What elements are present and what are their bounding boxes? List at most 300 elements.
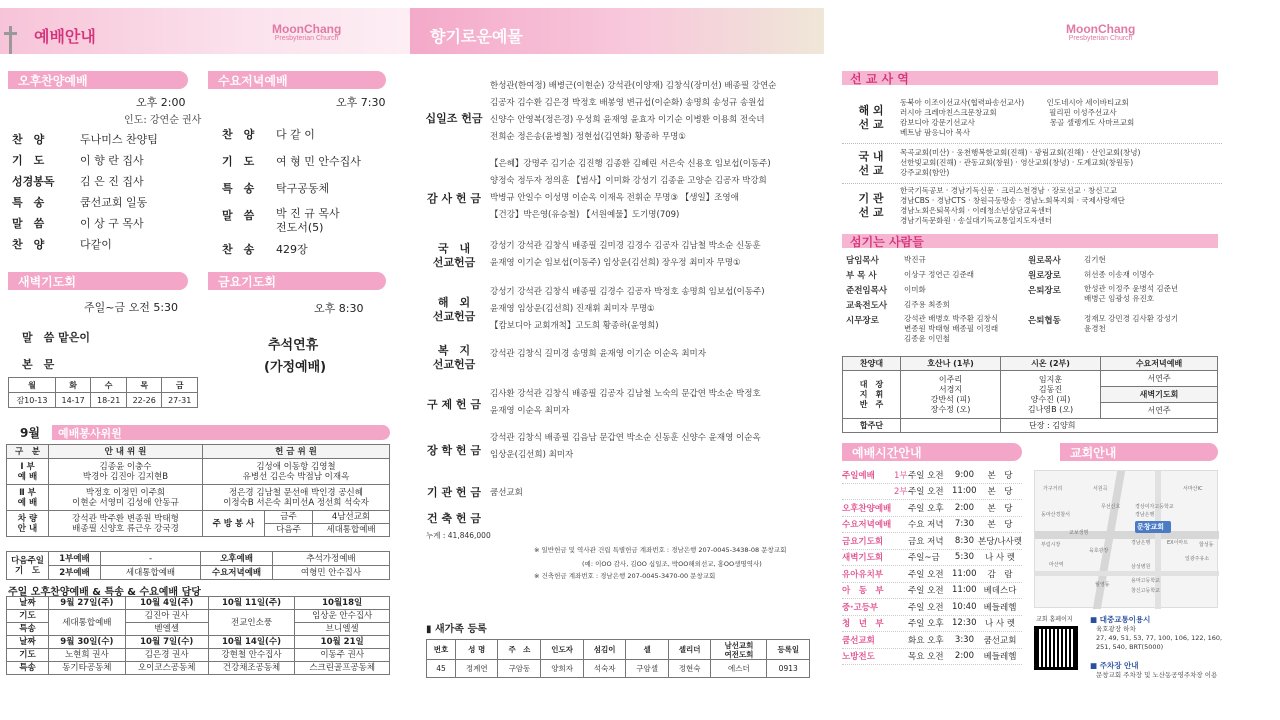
offering-text: 김사환 강석관 김창식 배종필 김공자 김남철 노숙의 문갑연 박소순 박정호 윤재영 이순옥 최미자 [490,389,761,416]
newfam-head: 인도자 [541,640,584,660]
mission-label: 국 내 선 교 [858,150,884,177]
choir-cell: 임지훈 김동진 양수진 (피) 김나영B (오) [1001,371,1101,419]
sched-head: 10월 7일(수) [125,636,208,649]
parking-text: 문창교회 주차장 및 노산동공영주차장 이용 [1096,671,1218,679]
times-cell: 11:00 [952,486,977,497]
account-note-1b: (예: 이OO 감사, 김OO 십일조, 박OO해외선교, 홍OO생명역사) [582,560,762,568]
times-row [842,484,1022,501]
times-cell: 본당/나사렛 [978,536,1022,547]
map-label: 가구거리 [1043,486,1063,492]
newfam-cell: 구암동 [498,660,541,678]
choir-head: 수요저녁예배 [1101,357,1218,371]
choir-cell: 합주단 [843,419,901,433]
map-label: 육호광장 [1089,548,1109,554]
map-label: 일광주유소 [1185,556,1210,562]
times-cell: 3:30 [954,634,974,645]
afternoon-title: 오후찬양예배 [18,74,88,88]
newfam-cell: 양희자 [541,660,584,678]
cross-icon [4,26,16,54]
staff-title: 섬기는 사람들 [850,235,924,249]
account-note-1: ※ 일반헌금 및 역사관 건립 특별헌금 계좌번호 : 경남은행 207-0045-3438-08 문창교회 [534,546,787,554]
times-cell: 감 람 [987,569,1013,580]
left-header-title: 예배안내 [34,27,96,46]
choir-table [842,356,1218,433]
times-cell: 베들레헴 [983,602,1017,613]
committee-cell: 정은경 김남철 문선애 박인경 공신혜 이정숙B 서은숙 최미선A 정선희 석숙자 [203,485,390,511]
committee-band [52,425,390,440]
build-total: 누계 : 41,846,000 [426,531,491,540]
staff-role: 은퇴장로 [1028,286,1061,296]
committee-head: 헌 금 위 원 [203,445,390,459]
map-label: 용마고등학교 [1131,578,1160,584]
times-cell: 1부 [894,470,908,481]
times-cell: 7:30 [954,519,974,530]
next-label: 다음주일 기 도 [7,552,49,580]
committee-table [6,444,390,537]
dawn-day: 목 [126,378,162,393]
times-cell: 본 당 [987,470,1013,481]
newfam-cell: 정현숙 [668,660,711,678]
staff-role: 시무장로 [846,316,879,326]
left-logo [272,24,341,43]
times-cell: 11:00 [952,568,977,579]
newfam-head: 셀리더 [668,640,711,660]
offering-text: 강석관 김창식 길미경 송명희 윤재영 이기순 이순옥 최미자 [490,349,706,359]
map-label: 삼성병원 [1131,564,1151,570]
offering-label: 기 관 헌 금 [427,486,481,499]
map-label: 경남은행 [1131,540,1151,546]
times-cell: 주일 오전 [908,602,944,613]
committee-cell: 차 량 안 내 [7,511,49,537]
afternoon-leader: 인도: 강연순 권사 [124,115,202,126]
mission-label: 기 관 선 교 [858,192,884,219]
times-cell: 주일 오후 [908,503,944,514]
offering-label: 감 사 헌 금 [427,192,481,205]
committee-cell: 다음주 [265,524,313,537]
committee-cell: 금주 [265,511,313,524]
times-cell: 화요 오후 [908,635,944,646]
dawn-time: 주일~금 오전 5:30 [84,301,179,314]
newfam-cell: 에스더 [711,660,767,678]
committee-head: 구 분 [7,445,49,459]
schedule-table [6,596,390,675]
staff-right [1028,254,1218,344]
map-church: 문창교회 [1137,523,1165,531]
sched-cell: 특송 [7,662,49,675]
sched-cell: 강현철 안수집사 [208,649,295,662]
newfam-head: 등록일 [767,640,810,660]
committee-cell: 강석관 박주환 변종원 박태형 배종필 신양호 류근우 강국경 [49,511,203,537]
dawn-text: 14-17 [55,393,91,408]
friday-note1: 추석연휴 [268,338,319,353]
sched-cell: 김진아 권사 [125,610,208,623]
church-band [1060,443,1218,461]
account-note-2: ※ 건축헌금 계좌번호 : 경남은행 207-0045-3470-00 문창교회 [534,572,716,580]
times-row [842,583,1022,600]
offering-list [418,78,818,526]
friday-note2: (가정예배) [264,360,327,375]
sched-head: 날짜 [7,636,49,649]
mission-text: 한국기독공보 · 경남기독신문 · 크리스천경남 · 장로선교 · 창신고교 경남CBS · 경남CTS · 창원극동방송 · 경남노회복지회 · 국제사랑재단 경남노회은퇴목사회 · 이레청소년상담교육센터 경남기독문화원 · 송실대기독교통일지도자센터 [900,186,1125,225]
staff-role: 은퇴협동 [1028,316,1061,326]
map-label: 동마산경찰서 [1041,512,1070,518]
times-cell: 주일 오후 [908,619,944,630]
next-cell: 세대통합예배 [101,566,201,580]
sched-cell: 오이코스공동체 [125,662,208,675]
dawn-text: 18-21 [91,393,127,408]
times-cell: 중·고등부 [842,602,879,613]
sched-head: 날짜 [7,597,49,610]
wed-label: 찬 양 [222,128,255,141]
choir-cell: 새벽기도회 [1101,387,1218,403]
offering-text: 강성기 강석관 김창식 배종필 길미경 김경수 김공자 김남철 박소순 신동훈 윤재영 이기순 임보섭(이동주) 임상운(김선희) 장우정 최미자 무명① [490,241,761,268]
offering-label: 국 내 선교헌금 [432,242,476,269]
choir-head: 시온 (2부) [1001,357,1101,371]
offering-label: 십일조 헌금 [425,112,483,125]
dawn-sermon-label: 말 씀 맡은이 [22,331,90,344]
right-logo [1066,24,1135,43]
dawn-day: 수 [91,378,127,393]
map-label: 부림시장 [1041,542,1061,548]
committee-cell: Ⅱ 부 예 배 [7,485,49,511]
staff-role: 부 목 사 [846,271,877,281]
mission-list [842,96,1222,230]
staff-names: 강석관 배병호 박주환 김창식 변종원 박태형 배종필 이정래 김종윤 이민철 [904,314,999,343]
committee-cell: Ⅰ 부 예 배 [7,459,49,485]
choir-head: 호산나 (1부) [901,357,1001,371]
newfam-cell: 구암셀 [626,660,669,678]
staff-names: 박진규 [904,255,926,264]
times-cell: 쿰선교회 [842,635,875,646]
dawn-day: 금 [162,378,198,393]
aft-label: 찬 양 [12,238,45,251]
times-row [842,467,1022,484]
bus-title: ■ 대중교통이용시 [1090,615,1151,624]
friday-title: 금요기도회 [218,275,276,289]
mission-title: 선 교 사 역 [850,72,909,86]
map-label: 경상여자고등학교 [1135,504,1174,510]
wed-value: 박 진 규 목사 전도서(5) [276,207,340,234]
times-cell: 본 당 [987,503,1013,514]
times-cell: 나 사 렛 [984,553,1016,564]
newfam-head: 셀 [626,640,669,660]
times-cell: 주일~금 [908,553,940,564]
staff-band [842,234,1218,248]
staff-names: 이상구 정연근 김준래 [904,270,974,279]
friday-time: 오후 8:30 [314,302,364,315]
newfam-head: 주 소 [498,640,541,660]
aft-value: 두나미스 찬양팀 [80,133,158,146]
staff-names: 이미화 [904,285,926,294]
committee-cell: 4남선교회 [313,511,390,524]
dawn-text: 27-31 [162,393,198,408]
sched-cell: 이동주 권사 [295,649,390,662]
offering-label: 구 제 헌 금 [427,398,481,411]
times-cell: 금요기도회 [842,536,884,547]
newfam-head: 섬김이 [583,640,626,660]
offering-label: 해 외 선교헌금 [432,296,476,323]
choir-cell [901,419,1001,433]
offering-text: 한성관(한여정) 배병근(이현순) 강석관(이양재) 김창식(장미선) 배종필 강연순 김공자 김수환 김은경 박정호 배봉영 변규섭(이순화) 송명희 송성규 송원섭 신양수 안영복(정은경) 우성희 윤재영 윤효자 이기순 이병환 이용희 전숙녀 전희순 정은송(윤병철) 정현섭(김연화) 황종하 무명① [490,81,777,142]
parking-title-text: 주차장 안내 [1099,661,1139,670]
church-title: 교회안내 [1070,446,1117,460]
times-band [842,443,1022,461]
dawn-band [8,272,188,290]
committee-cell: 주 방 봉 사 [203,511,265,537]
committee-cell: 박정호 이정민 이주희 이현순 서영미 김성애 안동규 [49,485,203,511]
times-cell: 본 당 [987,520,1013,531]
sched-cell: 노현희 권사 [49,649,126,662]
times-cell: 주일 오전 [908,487,944,498]
offering-label: 건 축 헌 금 [427,512,481,525]
aft-value: 이 상 구 목사 [80,217,144,230]
committee-title: 예배봉사위원 [58,427,122,440]
sched-cell: 건강채조공동체 [208,662,295,675]
aft-label: 기 도 [12,154,45,167]
times-cell: 수요저녁예배 [842,520,892,531]
aft-label: 찬 양 [12,133,45,146]
staff-role: 원로목사 [1028,256,1061,266]
dawn-day: 월 [9,378,56,393]
newfam-title: ▮ 새가족 등록 [426,624,487,635]
map-label: 마산역 [1049,562,1064,568]
next-cell: 수요저녁예배 [201,566,273,580]
aft-value: 다같이 [80,238,112,251]
times-cell: 본 당 [987,487,1013,498]
sched-head: 10월 14일(수) [208,636,295,649]
times-cell: 주일 오전 [908,586,944,597]
newfam-title-text: 새가족 등록 [434,624,487,635]
logo-name: MoonChang [1066,22,1136,36]
sched-cell: 기도 [7,649,49,662]
times-cell: 12:30 [952,618,977,629]
times-row [842,533,1022,550]
sched-head: 10월 21일 [295,636,390,649]
staff-names: 정재모 강민경 김사환 강성기 윤경천 [1084,314,1179,333]
times-cell: 금요 저녁 [908,536,944,547]
wed-value: 다 같 이 [276,128,315,141]
wednesday-time: 오후 7:30 [336,96,386,109]
committee-cell: 김종윤 이충수 박경아 김진아 김지현B [49,459,203,485]
newfam-cell: 45 [427,660,456,678]
offering-label: 장 학 헌 금 [427,444,481,457]
wednesday-list [222,126,412,261]
dawn-text-label: 본 문 [22,358,55,371]
map-label: 월영동 [1095,582,1110,588]
times-row [842,566,1022,583]
offering-text: 강석관 김창식 배종필 김음남 문갑연 박소순 신동훈 신양수 윤재영 이순옥 임상운(김선희) 최미자 [490,433,761,460]
times-cell: 쿰선교회 [983,635,1017,646]
next-cell: 추석가정예배 [273,552,390,566]
schedule-title: 주일 오후찬양예배 & 특송 & 수요예배 담당 [8,587,201,598]
wed-value: 429장 [276,243,308,256]
wed-label: 찬 송 [222,243,255,256]
sched-cell: 기도 [7,610,49,623]
choir-head: 찬양대 [843,357,901,371]
wednesday-title: 수요저녁예배 [218,74,288,88]
month-label: 9월 [20,426,40,440]
times-row [842,517,1022,534]
times-cell: 새벽기도회 [842,553,884,564]
times-cell: 2:00 [954,502,974,513]
sched-cell: 전교인소풍 [208,610,295,636]
dawn-text: 잠10-13 [9,393,56,408]
wed-value: 여 형 민 안수집사 [276,155,361,168]
mission-text: 동북아 이조이선교사(협력파송선교사) 인도네시아 세이바티교회 러시아 크레마친스크문창교회 필리핀 이성주선교사 캄보디아 강문기선교사 몽골 셀렝게도 사마르교회 베트남 팜응니아 목사 [900,98,1135,137]
sched-cell: 벧엘셀 [125,623,208,636]
dawn-title: 새벽기도회 [18,275,76,289]
homepage-label: 교회 홈페이지 [1036,616,1073,623]
aft-value: 쿰선교회 일동 [80,196,148,209]
wed-label: 말 씀 [222,209,255,222]
times-cell: 나 사 렛 [984,619,1016,630]
afternoon-band [8,71,188,89]
sched-head: 10월 11일(주) [208,597,295,610]
choir-cell: 단장 : 김양희 [1001,419,1218,433]
times-cell: 아 동 부 [842,586,884,597]
afternoon-list [12,131,202,257]
bus-title-text: 대중교통이용시 [1099,615,1151,624]
sched-cell: 특송 [7,623,49,636]
afternoon-time: 오후 2:00 [136,96,186,109]
times-cell: 주일 오전 [908,569,944,580]
staff-role: 담임목사 [846,256,879,266]
offering-text: 【은혜】강명주 김기순 김진행 김종환 김혜린 서은숙 신용호 임보섭(이동주) 양정숙 정두자 정의훈 【범사】이미화 강성기 김종윤 고양순 김공자 박강희 박병규 안일수 이성명 이순옥 이재옥 전휘순 무명③ 【생일】조영애 【건강】박은영(유승철) 【서원예물】도기명(709) [490,159,771,220]
offering-label: 복 지 선교헌금 [432,344,476,371]
dawn-day: 화 [55,378,91,393]
times-row [842,632,1022,649]
times-cell: 베데스다 [983,586,1017,597]
newfam-cell: 0913 [767,660,810,678]
times-cell: 11:00 [952,585,977,596]
committee-cell: 세대통합예배 [313,524,390,537]
sched-cell: 스크린골프공동체 [295,662,390,675]
choir-cell: 서연주 [1101,371,1218,387]
times-cell: 10:40 [952,601,977,612]
map-label: 무선신호 [1101,504,1121,510]
staff-role: 원로장로 [1028,271,1061,281]
staff-names: 허선종 이송재 이명수 [1084,270,1154,279]
offering-text: 쿰선교회 [490,488,523,498]
next-cell: 여형민 안수집사 [273,566,390,580]
next-cell: 오후예배 [201,552,273,566]
staff-role: 준전임목사 [846,286,888,296]
qr-code-icon[interactable] [1034,626,1078,670]
times-cell: 베들레헴 [983,652,1017,663]
times-list [842,467,1022,665]
times-cell: 2:00 [954,651,974,662]
times-cell: 오후찬양예배 [842,503,892,514]
offering-text: 강성기 강석관 김창식 배종필 김경수 김공자 박정호 송명희 임보섭(이동주) 윤재영 임상운(김선희) 진재휘 최미자 무명① 【캄보디아 교회개척】고도희 황종하(윤영희) [490,287,765,331]
times-cell: 수요 저녁 [908,520,944,531]
newfam-head: 번호 [427,640,456,660]
map-label: 합성동 [1199,542,1214,548]
map-label: 서원곡 [1093,486,1108,492]
wed-value: 탁구공동체 [276,182,330,195]
mission-text: 목곡교회(미산) · 웅천행복한교회(진해) · 광림교회(진해) · 산인교회(창녕) 선한빛교회(진해) · 관동교회(창원) · 영산교회(창녕) · 도계교회(창원동) 강주교회(함안) [900,148,1141,177]
newfam-head: 남선교회 여전도회 [711,640,767,660]
times-row [842,550,1022,567]
logo-sub: Presbyterian Church [1068,35,1133,42]
choir-cell: 서연주 [1101,403,1218,419]
next-cell: 1부예배 [49,552,101,566]
dawn-text: 22-26 [126,393,162,408]
staff-names: 한성관 이정주 윤병석 김준년 배병근 임광성 유진호 [1084,284,1179,303]
next-cell: 2부예배 [49,566,101,580]
choir-cell: 대 장 지 휘 반 주 [843,371,901,419]
times-row [842,649,1022,666]
sched-head: 10월 4일(주) [125,597,208,610]
aft-label: 성경봉독 [12,175,55,188]
dawn-table [8,377,198,408]
sched-head: 9월 27일(주) [49,597,126,610]
mid-header-title: 향기로운예물 [430,27,523,46]
staff-left [846,254,1026,350]
map-label: 경남은행 [1135,512,1155,518]
times-row [842,500,1022,517]
wed-label: 특 송 [222,182,255,195]
next-cell: - [101,552,201,566]
map-label: EX이마트 [1167,540,1189,546]
times-cell: 유아유치부 [842,569,884,580]
times-cell: 청 년 부 [842,619,884,630]
mission-label: 해 외 선 교 [858,104,884,131]
aft-value: 이 향 란 집사 [80,154,144,167]
staff-role: 교육전도사 [846,301,888,311]
committee-cell: 김성애 이동항 김영철 유병선 김은숙 박점남 이재옥 [203,459,390,485]
newfam-head: 성 명 [455,640,498,660]
sched-head: 9월 30일(수) [49,636,126,649]
times-cell: 목요 오전 [908,652,944,663]
next-table [6,551,390,580]
sched-cell: 세대통합예배 [49,610,126,636]
bus-text: 육호광장 하차 27, 49, 51, 53, 77, 100, 106, 122, 160, 251, 540, BRT(5000) [1096,625,1223,651]
map-label: 교보생명 [1069,530,1089,536]
times-row [842,616,1022,633]
sched-cell: 동기타공동체 [49,662,126,675]
times-cell: 8:30 [954,535,974,546]
staff-names: 김기현 [1084,255,1106,264]
times-title: 예배시간안내 [852,446,922,460]
map-label: 창신고등학교 [1131,588,1160,594]
sched-cell: 브니엘셀 [295,623,390,636]
times-cell: 2부 [894,487,908,498]
sched-cell: 김은경 권사 [125,649,208,662]
times-cell: 주일예배 [842,470,875,481]
logo-name: MoonChang [272,22,342,36]
aft-value: 김 은 진 집사 [80,175,144,188]
newfam-cell: 석숙자 [583,660,626,678]
parking-title: ■ 주차장 안내 [1090,661,1139,670]
times-cell: 9:00 [954,469,974,480]
map-label: 서마산IC [1183,486,1203,492]
mission-band [842,71,1218,85]
sched-cell: 임상운 안수집사 [295,610,390,623]
times-row [842,599,1022,616]
times-cell: 5:30 [954,552,974,563]
wed-label: 기 도 [222,155,255,168]
aft-label: 말 씀 [12,217,45,230]
newfam-cell: 정계연 [455,660,498,678]
times-cell: 주일 오전 [908,470,944,481]
choir-cell: 이주리 서경지 강반석 (피) 장수정 (오) [901,371,1001,419]
logo-sub: Presbyterian Church [274,35,339,42]
friday-band [208,272,386,290]
sched-head: 10월18일 [295,597,390,610]
church-map [1034,470,1218,608]
newfam-table [426,639,810,678]
staff-names: 김주용 최종희 [904,300,950,309]
